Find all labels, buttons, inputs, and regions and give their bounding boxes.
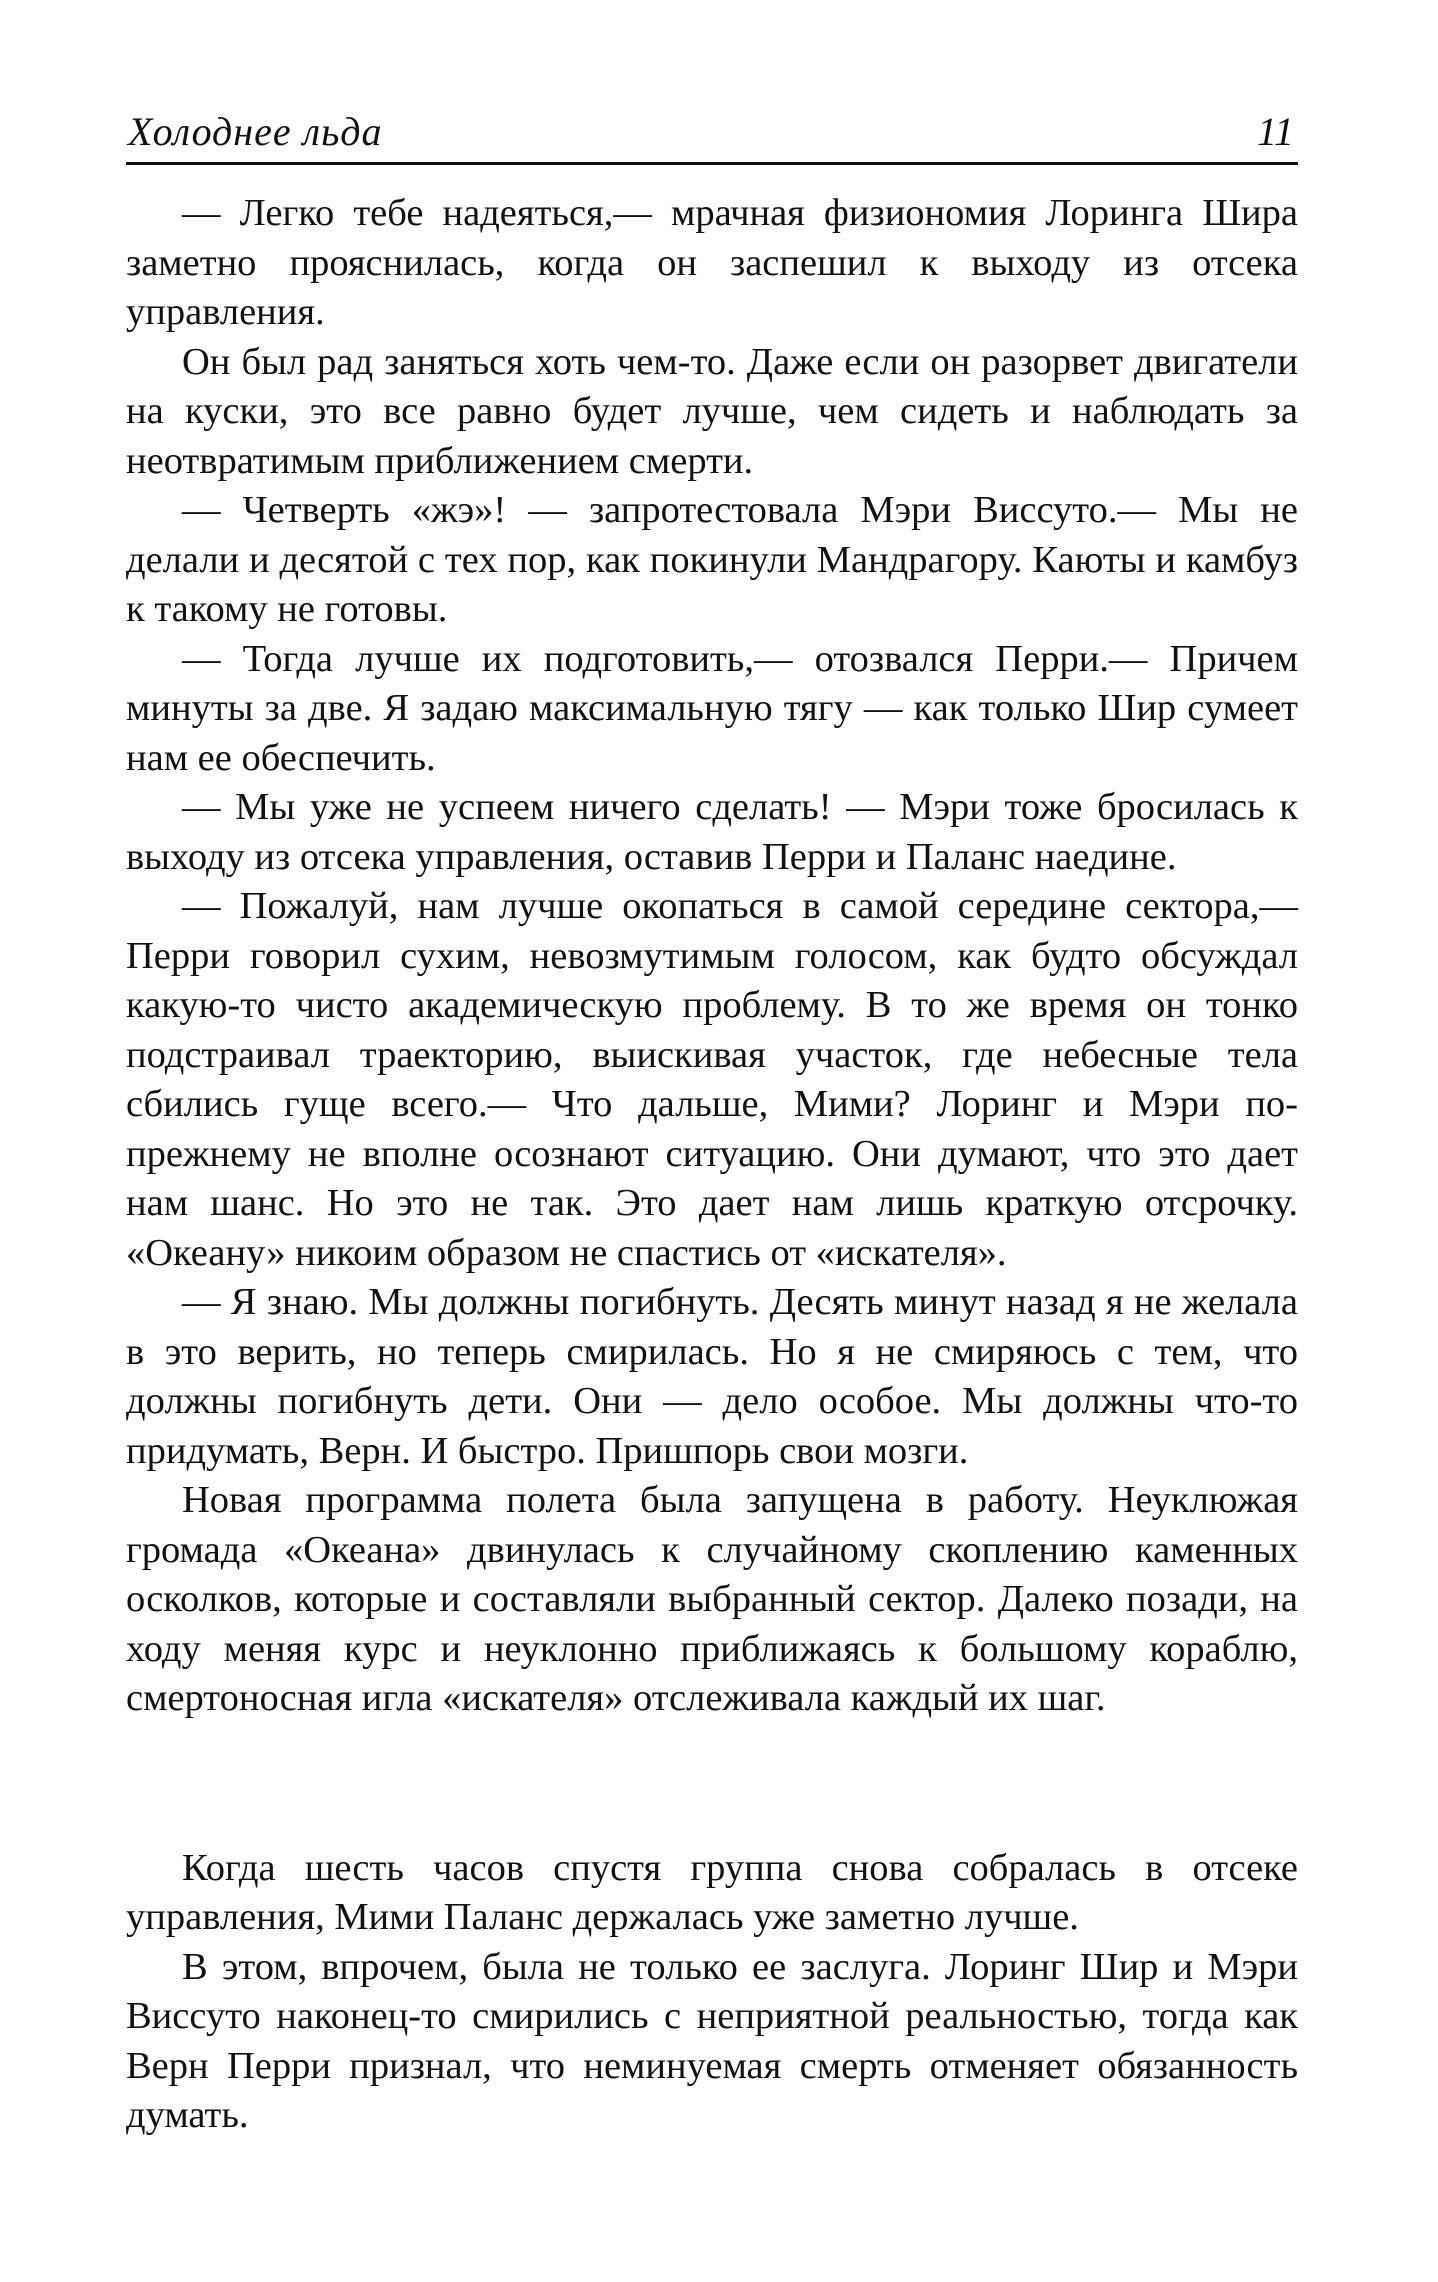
paragraph: — Легко тебе надеяться,— мрачная физиономия Лоринга Шира заметно прояснилась, когда он заспешил к выходу из отсека управления.: [126, 192, 1298, 333]
paragraph: — Четверть «жэ»! — запротестовала Мэри Виссуто.— Мы не делали и десятой с тех пор, как покинули Мандрагору. Каюты и камбуз к такому не готовы.: [126, 489, 1298, 630]
book-page: [126, 100, 1298, 2141]
page-header: [126, 100, 1298, 165]
paragraph: — Пожалуй, нам лучше окопаться в самой середине сектора,— Перри говорил сухим, невозмутимым голосом, как будто обсуждал какую-то чисто академическую проблему. В то же время он тонко подстраивал траекторию, выискивая участок, где небесные тела сбились гуще всего.— Что дальше, Мими? Лоринг и Мэри по-прежнему не вполне осознают ситуацию. Они думают, что это дает нам шанс. Но это не так. Это дает нам лишь краткую отсрочку. «Океану» никоим образом не спастись от «искателя».: [126, 885, 1298, 1274]
paragraph: Он был рад заняться хоть чем-то. Даже если он разорвет двигатели на куски, это все равно будет лучше, чем сидеть и наблюдать за неотвратимым приближением смерти.: [126, 340, 1298, 482]
page-number: 11: [1256, 109, 1294, 154]
paragraph: — Мы уже не успеем ничего сделать! — Мэри тоже бросилась к выходу из отсека управления, оставив Перри и Паланс наедине.: [126, 786, 1298, 878]
paragraph: Новая программа полета была запущена в работу. Неуклюжая громада «Океана» двинулась к случайному скоплению каменных осколков, которые и составляли выбранный сектор. Далеко позади, на ходу меняя курс и неуклонно приближаясь к большому кораблю, смертоносная игла «искателя» отслеживала каждый их шаг.: [126, 1479, 1298, 1719]
paragraph: Когда шесть часов спустя группа снова собралась в отсеке управления, Мими Паланс держалась уже заметно лучше.: [126, 1846, 1298, 1938]
page-body: [126, 189, 1298, 2141]
running-title: Холоднее льда: [128, 109, 383, 154]
paragraph: В этом, впрочем, была не только ее заслуга. Лоринг Шир и Мэри Виссуто наконец-то смирились с неприятной реальностью, тогда как Верн Перри признал, что неминуемая смерть отменяет обязанность думать.: [126, 1945, 1298, 2136]
section-break: [126, 1724, 1298, 1844]
paragraph: — Тогда лучше их подготовить,— отозвался Перри.— Причем минуты за две. Я задаю максимальную тягу — как только Шир сумеет нам ее обеспечить.: [126, 637, 1298, 779]
paragraph: — Я знаю. Мы должны погибнуть. Десять минут назад я не желала в это верить, но теперь смирилась. Но я не смиряюсь с тем, что должны погибнуть дети. Они — дело особое. Мы должны что-то придумать, Верн. И быстро. Пришпорь свои мозги.: [126, 1281, 1298, 1472]
